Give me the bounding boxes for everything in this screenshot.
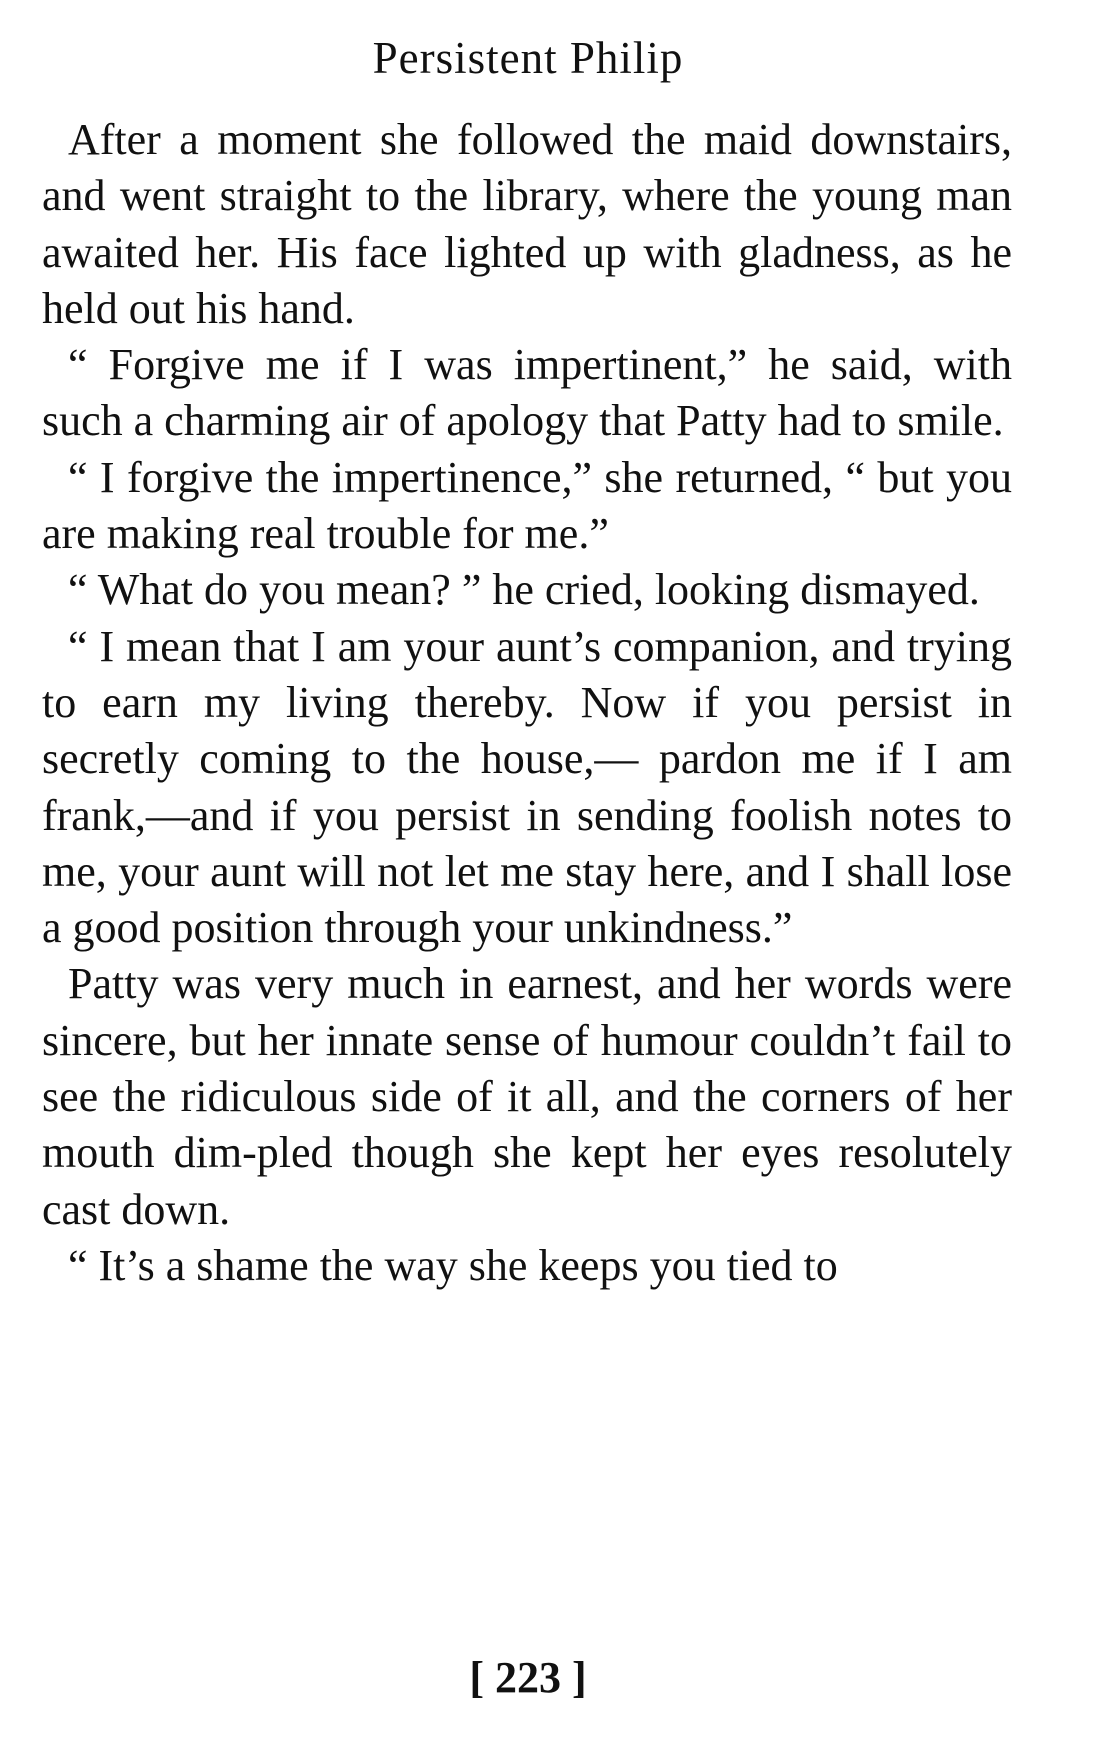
paragraph: Patty was very much in earnest, and her words were sincere, but her innate sense of humour couldn’t fail to see the ridiculous side of it all, and the corners of her mouth dim-pled though she kept her eyes resolutely cast down.	[42, 959, 1012, 1234]
running-head: Persistent Philip	[372, 33, 684, 83]
paragraph: “ Forgive me if I was impertinent,” he said, with such a charming air of apology that Patty had to smile.	[42, 340, 1012, 446]
body-text	[42, 112, 1012, 1294]
paragraph: “ I mean that I am your aunt’s companion, and trying to earn my living thereby. Now if you persist in secretly coming to the house,— pardon me if I am frank,—and if you persist in sending foolish notes to me, your aunt will not let me stay here, and I shall lose a good position through your unkindness.”	[42, 621, 1012, 953]
paragraph: “ It’s a shame the way she keeps you tied to	[68, 1240, 838, 1290]
paragraph: “ I forgive the impertinence,” she returned, “ but you are making real trouble for me.”	[42, 452, 1012, 559]
paragraph: After a moment she followed the maid downstairs, and went straight to the library, where the young man awaited her. His face lighted up with gladness, as he held out his hand.	[42, 115, 1012, 333]
paragraph: “ What do you mean? ” he cried, looking dismayed.	[68, 565, 980, 615]
page-number: [ 223 ]	[469, 1653, 587, 1702]
